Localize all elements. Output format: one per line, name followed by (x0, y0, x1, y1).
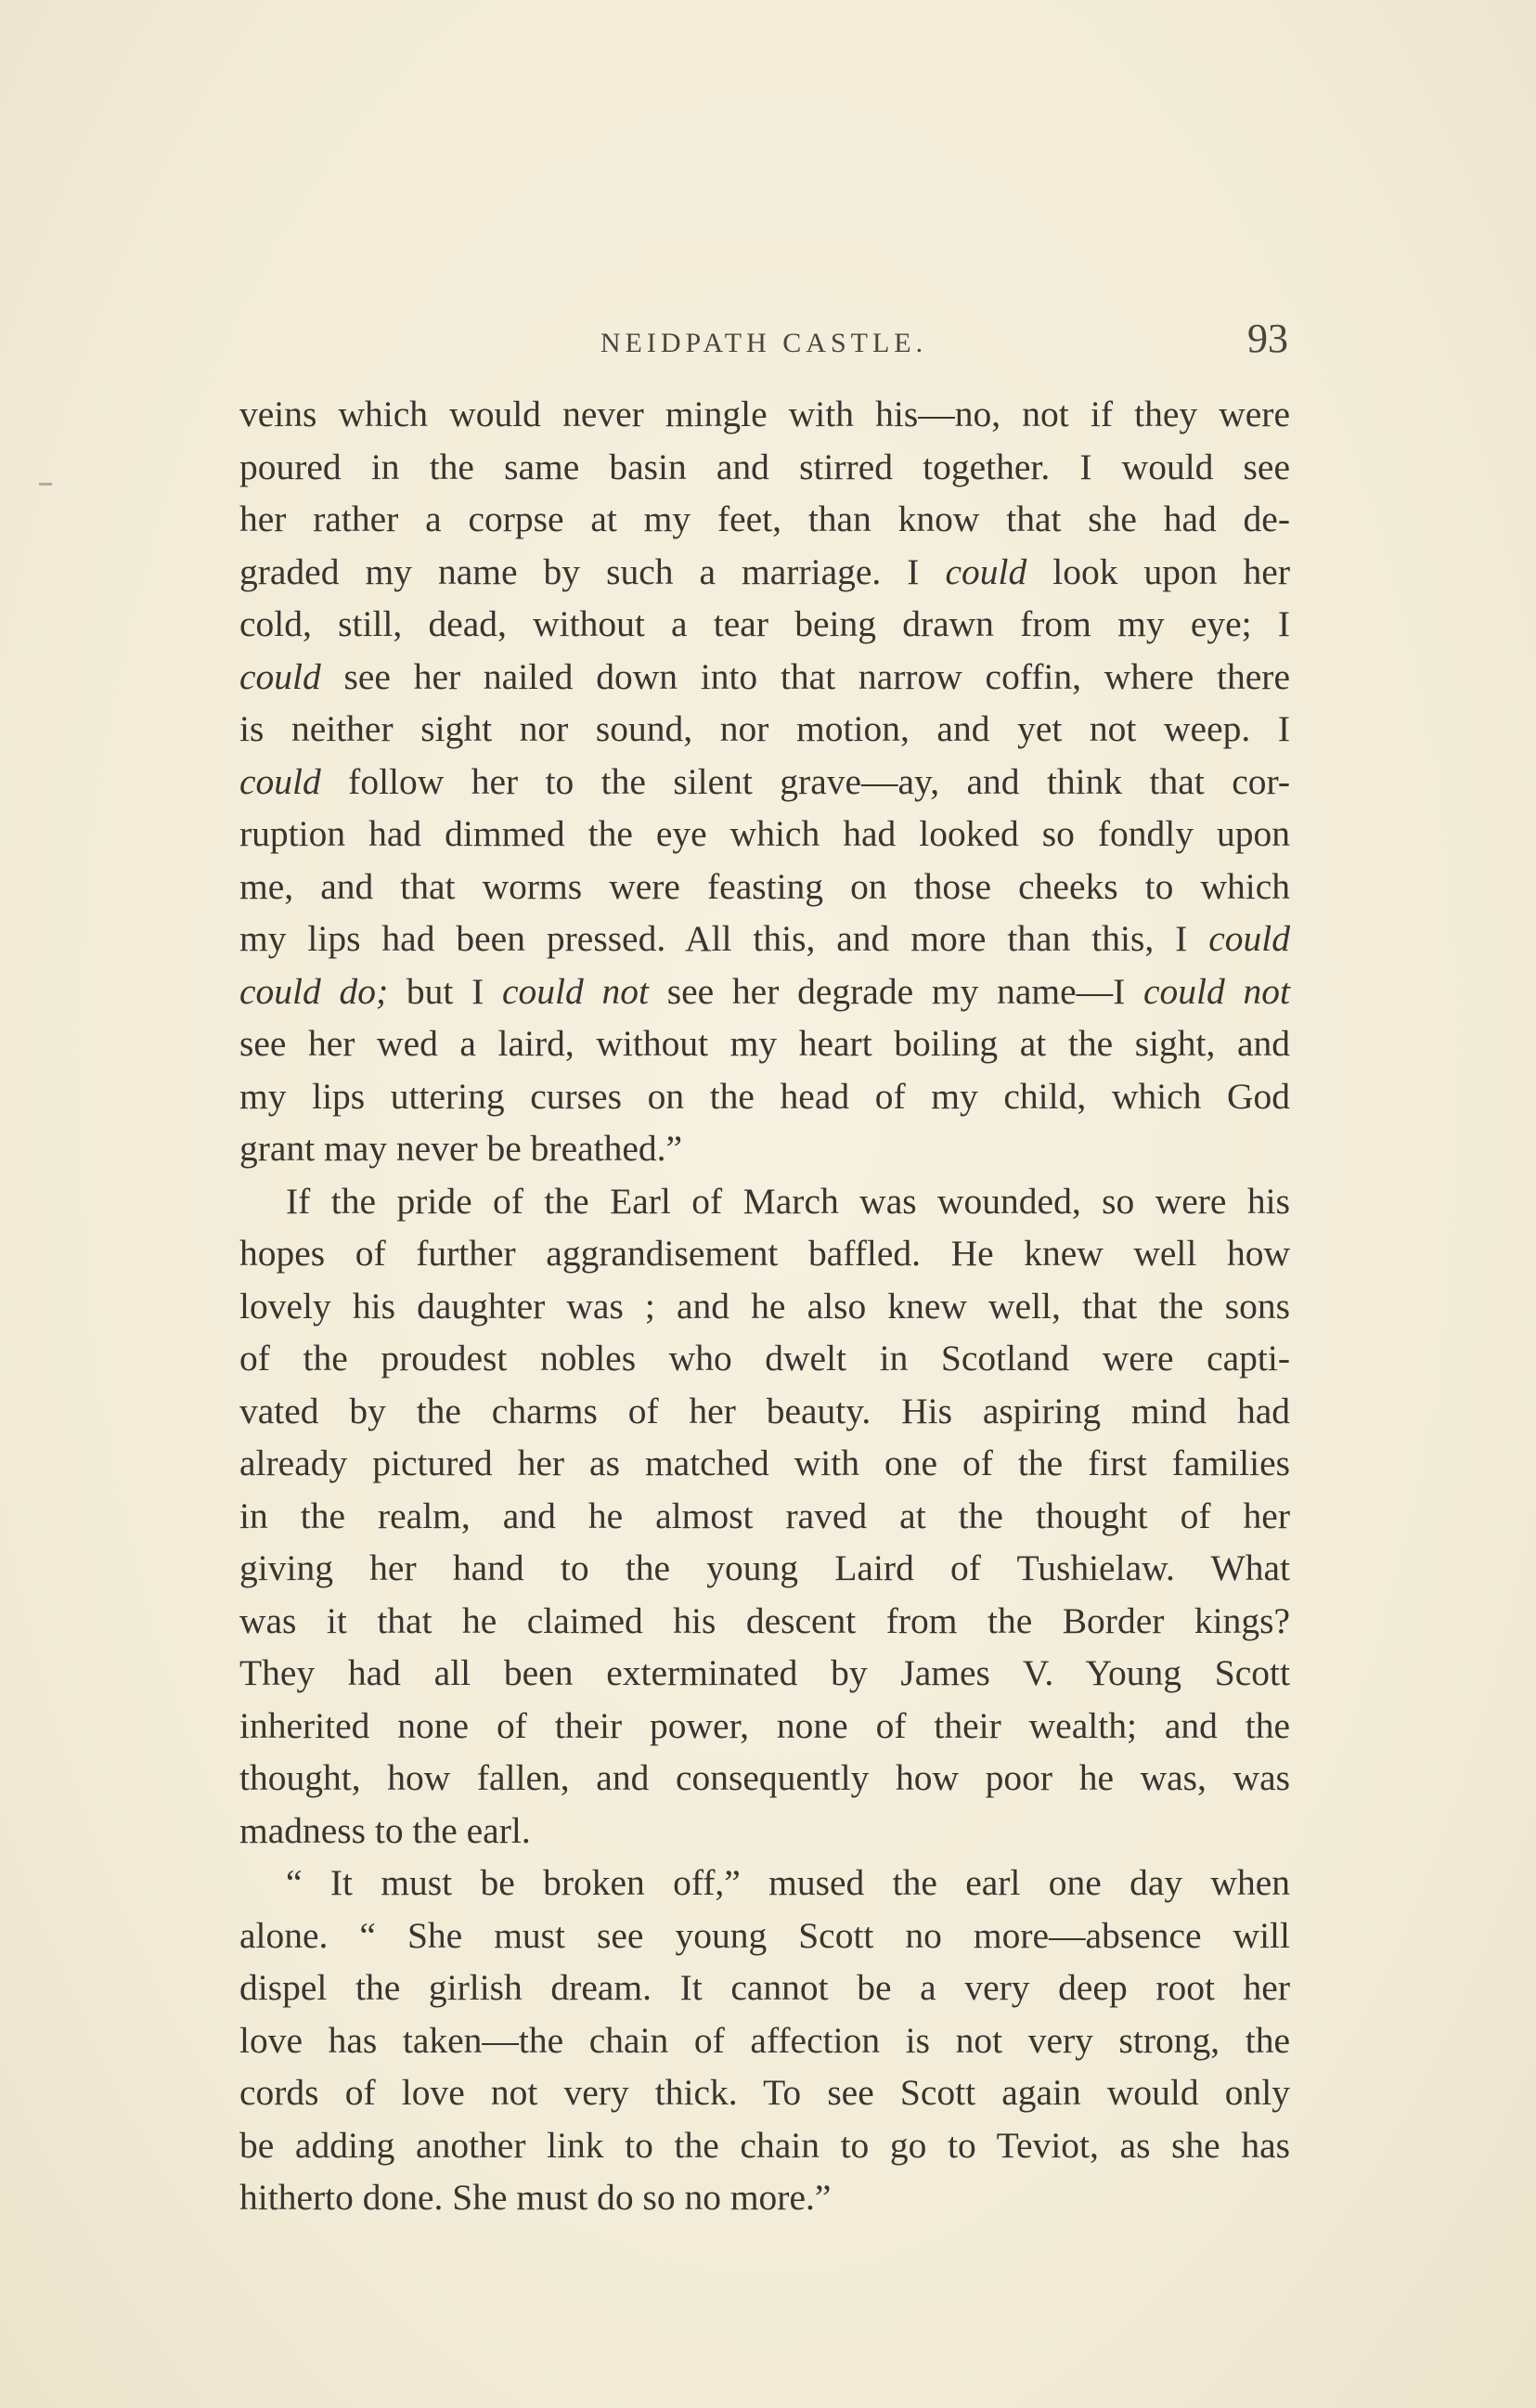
emphasis-could: could (1208, 918, 1290, 959)
body-text (239, 388, 1290, 2224)
emphasis-could: could (945, 550, 1027, 592)
text-line: They had all been exterminated by James V. Young Scott (239, 1652, 1290, 1693)
text-line (239, 965, 1290, 1018)
text-line: is neither sight nor sound, nor motion, and yet not weep. I (239, 708, 1290, 749)
text-line (239, 756, 1290, 809)
text-line: poured in the same basin and stirred together. I would see (239, 446, 1290, 487)
text-line: see her wed a laird, without my heart boiling at the sight, and (239, 1023, 1290, 1064)
text-fragment: my lips had been pressed. All this, and more than this, I (239, 918, 1209, 959)
text-line: alone. “ She must see young Scott no more—absence will (239, 1914, 1290, 1956)
text-line: lovely his daughter was ; and he also knew well, that the sons (239, 1285, 1290, 1327)
page-number: 93 (1247, 316, 1288, 361)
text-fragment: look upon her (1026, 550, 1290, 592)
text-line: my lips uttering curses on the head of my child, which God (239, 1075, 1290, 1117)
text-line: If the pride of the Earl of March was wounded, so were his (286, 1180, 1290, 1222)
emphasis-could-not: could not (502, 970, 649, 1012)
text-line: hopes of further aggrandisement baffled. He knew well how (239, 1233, 1290, 1274)
text-fragment: see her nailed down into that narrow coffin, where there (320, 655, 1290, 697)
text-line: hitherto done. She must do so no more.” (239, 2177, 832, 2218)
text-fragment: see her degrade my name—I (649, 970, 1143, 1012)
text-line: “ It must be broken off,” mused the earl one day when (286, 1862, 1290, 1903)
text-line: ruption had dimmed the eye which had looked so fondly upon (239, 813, 1290, 854)
text-line (239, 651, 1290, 704)
text-line: her rather a corpse at my feet, than know that she had de- (239, 498, 1290, 539)
text-line (239, 913, 1290, 965)
text-line (239, 546, 1290, 599)
text-line: inherited none of their power, none of their wealth; and the (239, 1704, 1290, 1746)
text-line: cords of love not very thick. To see Scott again would only (239, 2072, 1290, 2113)
text-fragment: graded my name by such a marriage. I (239, 550, 946, 592)
running-head: NEIDPATH CASTLE. (600, 328, 928, 358)
emphasis-could-not: could not (1143, 970, 1290, 1012)
text-line: grant may never be breathed.” (239, 1128, 683, 1169)
page-header (239, 316, 1288, 376)
text-line: veins which would never mingle with his—no, not if they were (239, 394, 1290, 434)
margin-mark (39, 483, 52, 485)
emphasis-could: could (239, 655, 321, 697)
text-line: madness to the earl. (239, 1809, 531, 1851)
text-line: vated by the charms of her beauty. His aspiring mind had (239, 1390, 1290, 1431)
text-line: cold, still, dead, without a tear being drawn from my eye; I (239, 603, 1290, 644)
text-line: was it that he claimed his descent from the Border kings? (239, 1599, 1290, 1641)
text-line: be adding another link to the chain to go to Teviot, as she has (239, 2124, 1290, 2166)
text-fragment: follow her to the silent grave—ay, and think that cor- (320, 760, 1290, 802)
emphasis-could-do: could do; (239, 970, 389, 1012)
text-line: dispel the girlish dream. It cannot be a very deep root her (239, 1967, 1290, 2008)
text-line: thought, how fallen, and consequently how poor he was, was (239, 1757, 1290, 1798)
text-line: love has taken—the chain of affection is not very strong, the (239, 2019, 1290, 2061)
text-fragment: but I (388, 970, 503, 1012)
text-line: already pictured her as matched with one of the first families (239, 1443, 1290, 1483)
text-line: me, and that worms were feasting on those cheeks to which (239, 865, 1290, 907)
emphasis-could: could (239, 760, 321, 802)
text-line: giving her hand to the young Laird of Tushielaw. What (239, 1547, 1290, 1588)
text-line: in the realm, and he almost raved at the thought of her (239, 1495, 1290, 1536)
text-line: of the proudest nobles who dwelt in Scotland were capti- (239, 1338, 1290, 1379)
